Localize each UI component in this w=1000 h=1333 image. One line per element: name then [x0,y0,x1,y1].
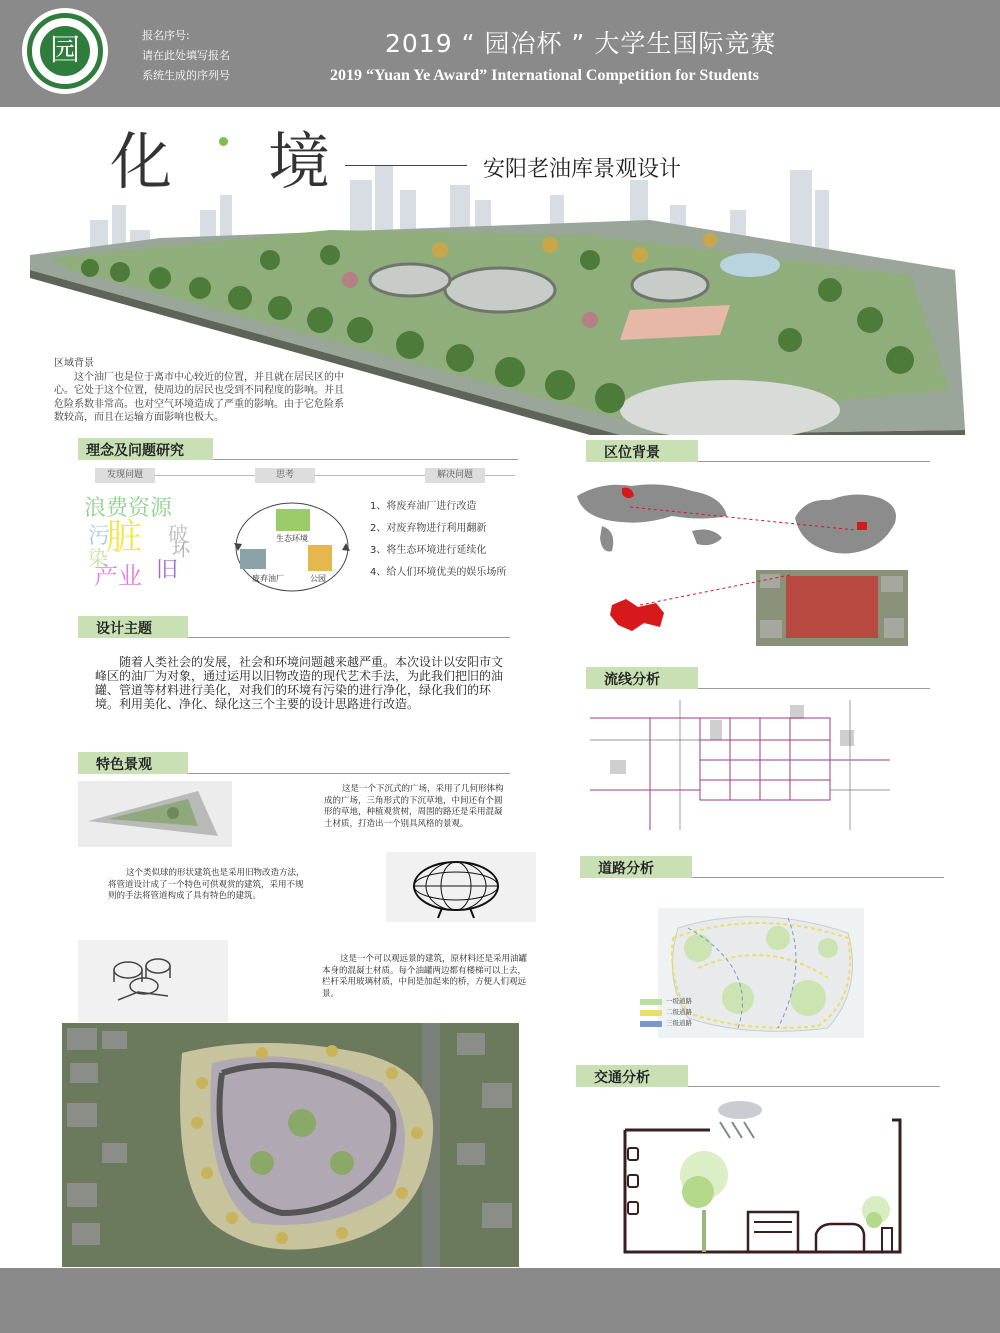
concept-cycle-diagram [232,495,352,595]
legend-item-secondary [640,1007,692,1018]
section-location-title: 区位背景 [604,445,660,461]
feature-text-plaza: 这是一个下沉式的广场，采用了几何形体构成的广场，三角形式的下沉草地，中间还有个圆形的草地，种植观赏树，周围的路还是采用混凝土材质，打造出一个别具风格的景观。 [324,784,504,829]
section-road-title: 道路分析 [598,861,654,877]
step-solve: 解决问题 [425,468,485,483]
cloud-word-pollute: 污 [88,524,111,549]
section-features [78,752,510,774]
hero-title-main: 化 [110,125,175,198]
intro-heading: 区域背景 [54,358,94,369]
cloud-word-dirty: 脏 [106,517,143,558]
section-location [586,440,930,462]
reg-line-1: 报名序号: [142,29,190,42]
reg-line-3: 系统生成的序列号 [142,69,230,82]
solution-item: 2、对废弃物进行利用翻新 [370,523,487,534]
solution-list [370,496,506,584]
master-plan-satellite-image [62,1023,519,1267]
section-road [580,856,944,878]
reg-line-2: 请在此处填写报名 [142,49,230,62]
title-rule [345,165,467,166]
poster-footer [0,1268,1000,1333]
competition-title-en: 2019 “Yuan Ye Award” International Competition for Students [330,67,759,84]
competition-seal-icon: 园 [22,8,108,94]
flow-analysis-diagram [590,700,890,830]
section-theme [78,616,510,638]
title-dot [219,137,228,146]
pipe-sphere-image [386,852,536,922]
hero-title-second: 境 [268,125,331,198]
section-concept-title: 理念及问题研究 [86,443,184,459]
competition-title-cn: 2019 “ 园冶杯 ” 大学生国际竞赛 [385,29,777,58]
traffic-section-diagram [620,1100,910,1260]
legend-item-tertiary [640,1018,692,1029]
cloud-word-stain: 染 [88,546,108,570]
solution-item: 1、将废弃油厂进行改造 [370,501,477,512]
registration-note [142,26,230,86]
concept-steps [95,468,515,484]
poster-header [0,0,1000,107]
road-legend [640,996,692,1029]
cloud-word-old: 旧 [156,558,179,583]
legend-label: 三级道路 [666,1019,692,1027]
cycle-label-oil-plant: 废弃油厂 [252,574,284,583]
step-find-problem: 发现问题 [95,468,155,483]
problem-word-cloud [84,496,209,596]
legend-label: 一级道路 [666,997,692,1005]
solution-item: 3、将生态环境进行延续化 [370,545,487,556]
intro-text: 这个油厂也是位于离市中心较近的位置，并且就在居民区的中心。它处于这个位置，使周边的居民也受到不同程度的影响。并且危险系数非常高。也对空气环境造成了严重的影响。由于它危险系数较高，而且在运输方面影响也极大。 [54,371,344,423]
cloud-word-broken: 破 [168,522,188,546]
cycle-label-ecology: 生态环境 [276,534,308,543]
feature-text-sphere: 这个类似球的形状建筑也是采用旧物改造方法，将管道设计成了一个特色可供观赏的建筑，采用不规则的手法将管道构成了具有特色的建筑。 [108,868,305,901]
section-theme-title: 设计主题 [96,621,152,637]
section-flow [586,667,930,689]
sunken-plaza-image [78,781,232,847]
cloud-word-bad: 坏 [172,540,190,561]
cloud-word-industry: 产业 [94,562,142,590]
section-features-title: 特色景观 [96,757,152,773]
section-flow-title: 流线分析 [604,672,660,688]
step-think: 思考 [255,468,315,483]
cycle-label-park: 公园 [310,574,326,583]
legend-item-primary [640,996,692,1007]
cloud-word-waste: 浪费资源 [84,496,173,521]
legend-label: 二级道路 [666,1008,692,1016]
hero-subtitle: 安阳老油库景观设计 [483,157,682,182]
location-connector-lines [620,495,870,615]
section-concept [78,438,518,460]
region-background-intro [54,357,346,425]
section-traffic-title: 交通分析 [594,1070,650,1086]
solution-item: 4、给人们环境优美的娱乐场所 [370,567,507,578]
design-theme-text: 随着人类社会的发展，社会和环境问题越来越严重。本次设计以安阳市文峰区的油厂为对象，通过运用以旧物改造的现代艺术手法，为此我们把旧的油罐、管道等材料进行美化，对我们的环境有污染的进行净化，绿化我们的环境。利用美化、净化、绿化这三个主要的设计思路进行改造。 [95,655,504,711]
tank-lookout-image [78,940,228,1022]
feature-text-lookout: 这是一个可以观远景的建筑，原材料还是采用油罐本身的混凝土材质。每个油罐两边都有楼梯可以上去，栏杆采用玻璃材质，中间是加起来的桥，方便人们观远景。 [322,954,528,999]
section-traffic [576,1065,940,1087]
